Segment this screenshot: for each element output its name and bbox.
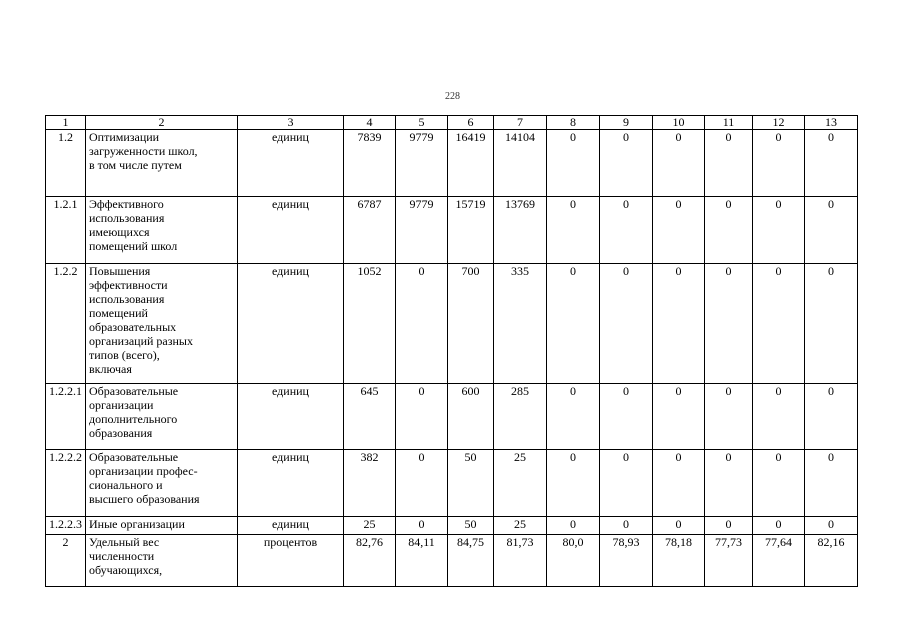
row-value: 0 [705,450,753,517]
column-header: 7 [494,116,547,130]
table-row [46,197,858,264]
row-value: 0 [547,197,600,264]
row-value: 0 [753,450,805,517]
column-header: 10 [653,116,705,130]
row-value: 25 [344,517,396,535]
row-value: 0 [705,130,753,197]
row-value: 78,18 [653,535,705,587]
row-value: 0 [547,517,600,535]
row-number: 1.2 [46,130,86,197]
row-value: 0 [396,450,448,517]
row-value: 285 [494,384,547,450]
row-unit: единиц [238,130,344,197]
table-row [46,130,858,197]
row-number: 1.2.1 [46,197,86,264]
column-header: 5 [396,116,448,130]
row-value: 77,64 [753,535,805,587]
row-value: 1052 [344,264,396,384]
data-table [45,115,858,587]
row-unit: единиц [238,450,344,517]
header-row [46,116,858,130]
row-value: 0 [653,384,705,450]
row-value: 0 [653,264,705,384]
row-value: 15719 [448,197,494,264]
row-value: 0 [653,130,705,197]
row-value: 9779 [396,197,448,264]
row-value: 0 [600,130,653,197]
column-header: 2 [86,116,238,130]
row-value: 0 [705,264,753,384]
row-value: 84,11 [396,535,448,587]
page-number: 228 [445,91,460,102]
row-value: 82,16 [805,535,858,587]
row-value: 14104 [494,130,547,197]
row-name: Образовательные организации дополнительного образования [86,384,238,450]
row-value: 600 [448,384,494,450]
row-value: 9779 [396,130,448,197]
row-value: 7839 [344,130,396,197]
row-value: 0 [653,450,705,517]
column-header: 12 [753,116,805,130]
row-value: 25 [494,517,547,535]
row-name: Эффективного использования имеющихся помещений школ [86,197,238,264]
row-value: 0 [547,450,600,517]
row-unit: единиц [238,384,344,450]
row-value: 0 [753,130,805,197]
row-value: 13769 [494,197,547,264]
row-value: 0 [753,197,805,264]
column-header: 9 [600,116,653,130]
row-value: 0 [653,517,705,535]
row-value: 0 [705,384,753,450]
row-number: 2 [46,535,86,587]
row-value: 84,75 [448,535,494,587]
row-value: 0 [805,130,858,197]
row-value: 0 [805,264,858,384]
row-value: 16419 [448,130,494,197]
row-value: 645 [344,384,396,450]
column-header: 4 [344,116,396,130]
row-value: 0 [547,264,600,384]
row-value: 0 [600,517,653,535]
row-number: 1.2.2.2 [46,450,86,517]
row-number: 1.2.2.3 [46,517,86,535]
column-header: 6 [448,116,494,130]
row-value: 25 [494,450,547,517]
row-value: 0 [805,517,858,535]
row-value: 0 [547,384,600,450]
row-name: Повышения эффективности использования помещений образовательных организаций разных типов (всего), включая [86,264,238,384]
table-row [46,264,858,384]
row-unit: единиц [238,264,344,384]
row-value: 382 [344,450,396,517]
row-value: 0 [600,264,653,384]
row-number: 1.2.2.1 [46,384,86,450]
table-row [46,450,858,517]
row-value: 81,73 [494,535,547,587]
row-value: 0 [705,517,753,535]
row-name: Оптимизации загруженности школ, в том числе путем [86,130,238,197]
row-value: 80,0 [547,535,600,587]
table-row [46,384,858,450]
row-value: 82,76 [344,535,396,587]
column-header: 13 [805,116,858,130]
row-value: 0 [705,197,753,264]
row-number: 1.2.2 [46,264,86,384]
row-value: 50 [448,450,494,517]
row-value: 0 [805,384,858,450]
row-unit: единиц [238,517,344,535]
column-header: 8 [547,116,600,130]
row-value: 0 [805,450,858,517]
row-name: Иные организации [86,517,238,535]
row-unit: единиц [238,197,344,264]
row-unit: процентов [238,535,344,587]
row-value: 0 [396,264,448,384]
column-header: 11 [705,116,753,130]
row-value: 700 [448,264,494,384]
row-value: 0 [600,384,653,450]
row-value: 0 [653,197,705,264]
table-row [46,535,858,587]
row-value: 0 [547,130,600,197]
column-header: 1 [46,116,86,130]
row-value: 78,93 [600,535,653,587]
row-value: 0 [753,264,805,384]
row-value: 0 [600,450,653,517]
row-value: 0 [396,517,448,535]
row-value: 0 [600,197,653,264]
row-name: Удельный вес численности обучающихся, [86,535,238,587]
row-value: 6787 [344,197,396,264]
row-value: 0 [753,384,805,450]
row-value: 0 [805,197,858,264]
row-name: Образовательные организации профес- сионального и высшего образования [86,450,238,517]
row-value: 0 [396,384,448,450]
row-value: 335 [494,264,547,384]
row-value: 0 [753,517,805,535]
row-value: 77,73 [705,535,753,587]
column-header: 3 [238,116,344,130]
table-row [46,517,858,535]
row-value: 50 [448,517,494,535]
